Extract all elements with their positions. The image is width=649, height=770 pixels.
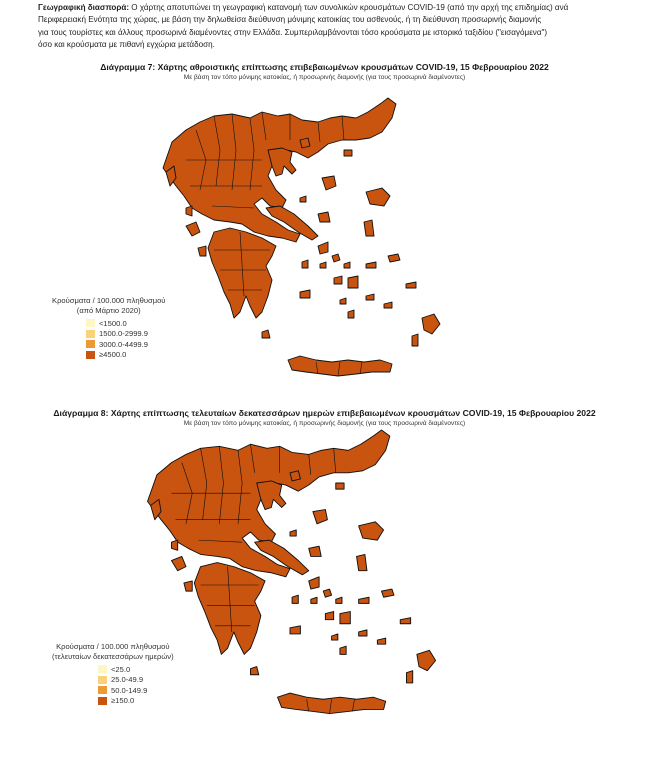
legend-swatch [98, 686, 107, 694]
map2-legend [52, 642, 174, 706]
legend-swatch [86, 330, 95, 338]
legend-swatch [98, 697, 107, 705]
map1-legend-item-4: ≥4500.0 [86, 350, 165, 361]
map1-greece [163, 98, 440, 376]
map1-legend-subtitle: (από Μάρτιο 2020) [76, 306, 141, 315]
legend-swatch [86, 351, 95, 359]
map2-legend-item-4: ≥150.0 [98, 696, 174, 707]
intro-label: Γεωγραφική διασπορά: [38, 3, 130, 12]
map2-greece [148, 430, 436, 714]
intro-line-4: όσο και κρούσματα με πιθανή εγχώρια μετάδοση. [38, 40, 215, 50]
map1-legend-item-1: <1500.0 [86, 318, 165, 329]
map2-subtitle: Με βάση τον τόπο μόνιμης κατοικίας, ή προσωρινής διαμονής (για τους προσωρινά διαμένοντες) [183, 420, 466, 427]
map2-legend-title: Κρούσματα / 100.000 πληθυσμού [56, 642, 170, 651]
map1-title: Διάγραμμα 7: Χάρτης αθροιστικής επίπτωσης επιβεβαιωμένων κρουσμάτων COVID-19, 15 Φεβρουαρίου 2022 [100, 62, 549, 72]
intro-line-2: Περιφερειακή Ενότητα της χώρας, με βάση την δηλωθείσα διεύθυνση μόνιμης κατοικίας του ασθενούς, ή τη διεύθυνση προσωρινής διαμονής [38, 15, 542, 25]
intro-line-1: Ο χάρτης αποτυπώνει τη γεωγραφική κατανομή των συνολικών κρουσμάτων COVID-19 (από την αρχή της επιδημίας) ανά [129, 3, 569, 12]
legend-swatch [98, 665, 107, 673]
map2-legend-item-1: <25.0 [98, 664, 174, 675]
map2-legend-item-2: 25.0-49.9 [98, 675, 174, 686]
map2-legend-subtitle: (τελευταίων δεκατεσσάρων ημερών) [52, 652, 174, 661]
map1-legend-title: Κρούσματα / 100.000 πληθυσμού [52, 296, 166, 305]
map1-legend-item-2: 1500.0-2999.9 [86, 329, 165, 340]
map2-title: Διάγραμμα 8: Χάρτης επίπτωσης τελευταίων δεκατεσσάρων ημερών επιβεβαιωμένων κρουσμάτων COVID-19, 15 Φεβρουαρίου 2022 [53, 408, 596, 418]
legend-swatch [86, 319, 95, 327]
intro-line-3: για τους τουρίστες και άλλους προσωρινά διαμένοντες στην Ελλάδα. Συμπεριλαμβάνονται τόσο κρούσματα με ιστορικό ταξιδίου ("εισαγόμενα") [38, 27, 548, 37]
legend-swatch [86, 340, 95, 348]
map2-legend-item-3: 50.0-149.9 [98, 685, 174, 696]
map1-legend-item-3: 3000.0-4499.9 [86, 339, 165, 350]
map1-subtitle: Με βάση τον τόπο μόνιμης κατοικίας, ή προσωρινής διαμονής (για τους προσωρινά διαμένοντες) [183, 74, 466, 81]
legend-swatch [98, 676, 107, 684]
map1-legend [52, 296, 165, 360]
